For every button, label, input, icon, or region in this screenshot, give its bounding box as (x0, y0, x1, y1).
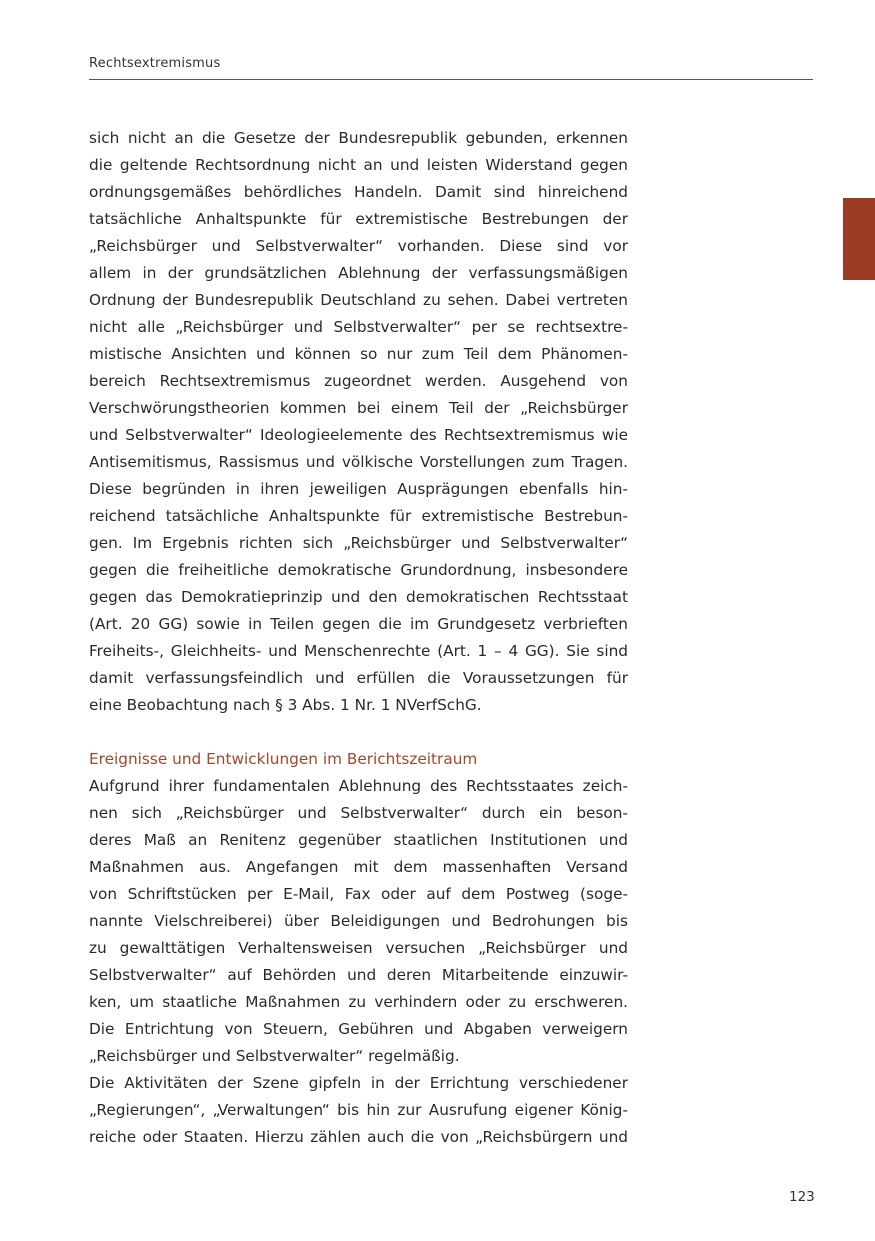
text-line: Maßnahmen aus. Angefangen mit dem massenhaften Versand (89, 858, 628, 876)
text-line: „Reichsbürger und Selbstverwalter“ vorhanden. Diese sind vor (89, 237, 628, 255)
text-line: Diese begründen in ihren jeweiligen Ausprägungen ebenfalls hin- (89, 480, 628, 498)
text-line: (Art. 20 GG) sowie in Teilen gegen die im Grundgesetz verbrieften (89, 615, 628, 633)
text-line: sich nicht an die Gesetze der Bundesrepublik gebunden, erkennen (89, 129, 628, 147)
text-line: bereich Rechtsextremismus zugeordnet werden. Ausgehend von (89, 372, 628, 390)
text-line: Antisemitismus, Rassismus und völkische Vorstellungen zum Tragen. (89, 453, 628, 471)
text-line: zu gewalttätigen Verhaltensweisen versuchen „Reichsbürger und (89, 939, 628, 957)
body-text (89, 125, 628, 1151)
text-line: damit verfassungsfeindlich und erfüllen die Voraussetzungen für (89, 669, 628, 687)
text-line: eine Beobachtung nach § 3 Abs. 1 Nr. 1 NVerfSchG. (89, 696, 482, 714)
text-line: gen. Im Ergebnis richten sich „Reichsbürger und Selbstverwalter“ (89, 534, 628, 552)
section-heading: Ereignisse und Entwicklungen im Berichtszeitraum (89, 750, 478, 768)
text-line: Die Aktivitäten der Szene gipfeln in der Errichtung verschiedener (89, 1074, 628, 1092)
text-line: „Regierungen“, „Verwaltungen“ bis hin zur Ausrufung eigener König- (89, 1101, 628, 1119)
text-line: ordnungsgemäßes behördliches Handeln. Damit sind hinreichend (89, 183, 628, 201)
paragraph-3 (89, 1070, 628, 1151)
text-line: Die Entrichtung von Steuern, Gebühren und Abgaben verweigern (89, 1020, 628, 1038)
running-head: Rechtsextremismus (89, 56, 221, 71)
text-line: die geltende Rechtsordnung nicht an und leisten Widerstand gegen (89, 156, 628, 174)
text-line: tatsächliche Anhaltspunkte für extremistische Bestrebungen der (89, 210, 628, 228)
text-line: allem in der grundsätzlichen Ablehnung der verfassungsmäßigen (89, 264, 628, 282)
paragraph-2 (89, 773, 628, 1070)
text-line: reichend tatsächliche Anhaltspunkte für extremistische Bestrebun- (89, 507, 628, 525)
text-line: Freiheits-, Gleichheits- und Menschenrechte (Art. 1 – 4 GG). Sie sind (89, 642, 628, 660)
text-line: mistische Ansichten und können so nur zum Teil dem Phänomen- (89, 345, 628, 363)
text-line: gegen das Demokratieprinzip und den demokratischen Rechtsstaat (89, 588, 628, 606)
chapter-tab-marker (843, 198, 875, 280)
text-line: reiche oder Staaten. Hierzu zählen auch die von „Reichsbürgern und (89, 1128, 628, 1146)
text-line: Ordnung der Bundesrepublik Deutschland zu sehen. Dabei vertreten (89, 291, 628, 309)
text-line: nen sich „Reichsbürger und Selbstverwalter“ durch ein beson- (89, 804, 628, 822)
text-line: ken, um staatliche Maßnahmen zu verhindern oder zu erschweren. (89, 993, 628, 1011)
header-rule (89, 79, 813, 80)
text-line: Aufgrund ihrer fundamentalen Ablehnung des Rechtsstaates zeich- (89, 777, 628, 795)
text-line: Selbstverwalter“ auf Behörden und deren Mitarbeitende einzuwir- (89, 966, 628, 984)
paragraph-1 (89, 125, 628, 719)
text-line: und Selbstverwalter“ Ideologieelemente des Rechtsextremismus wie (89, 426, 628, 444)
text-line: „Reichsbürger und Selbstverwalter“ regelmäßig. (89, 1047, 460, 1065)
text-line: von Schriftstücken per E-Mail, Fax oder auf dem Postweg (soge- (89, 885, 628, 903)
text-line: gegen die freiheitliche demokratische Grundordnung, insbesondere (89, 561, 628, 579)
text-line: nannte Vielschreiberei) über Beleidigungen und Bedrohungen bis (89, 912, 628, 930)
page-number: 123 (789, 1189, 815, 1205)
text-line: deres Maß an Renitenz gegenüber staatlichen Institutionen und (89, 831, 628, 849)
text-line: nicht alle „Reichsbürger und Selbstverwalter“ per se rechtsextre- (89, 318, 628, 336)
text-line: Verschwörungstheorien kommen bei einem Teil der „Reichsbürger (89, 399, 628, 417)
